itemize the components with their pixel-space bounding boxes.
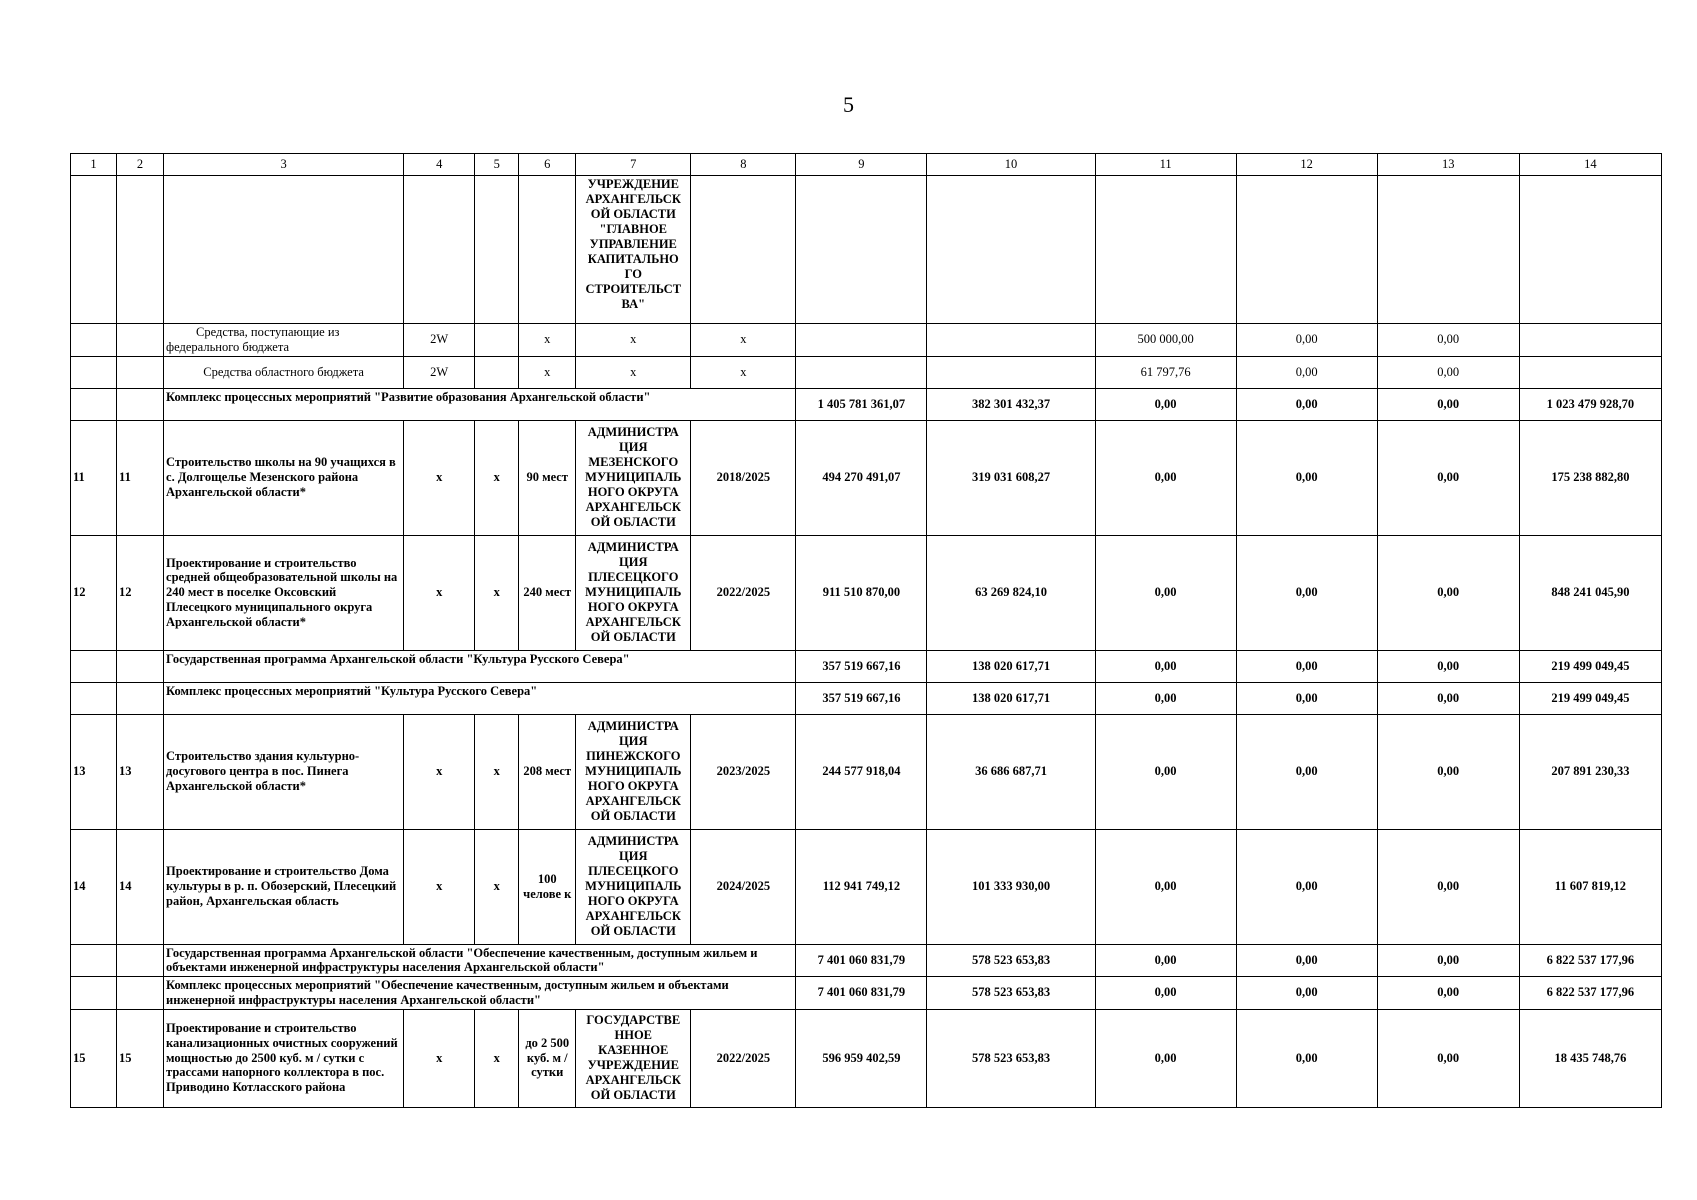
section-row — [71, 388, 1662, 420]
table-cell: x — [691, 356, 796, 388]
table-cell: 90 мест — [519, 420, 576, 535]
table-cell — [796, 324, 927, 357]
column-header: 1 — [71, 154, 117, 176]
table-cell: 6 822 537 177,96 — [1519, 977, 1661, 1010]
table-cell — [475, 176, 519, 324]
table-cell — [404, 176, 475, 324]
column-header: 12 — [1236, 154, 1377, 176]
table-cell: 207 891 230,33 — [1519, 714, 1661, 829]
table-cell — [796, 176, 927, 324]
table-cell — [1377, 176, 1519, 324]
column-header: 3 — [164, 154, 404, 176]
table-cell: 219 499 049,45 — [1519, 650, 1661, 682]
table-cell — [475, 324, 519, 357]
table-cell: 0,00 — [1377, 682, 1519, 714]
table-cell — [117, 388, 164, 420]
table-cell: 0,00 — [1377, 388, 1519, 420]
table-cell: 0,00 — [1095, 829, 1236, 944]
table-cell: 219 499 049,45 — [1519, 682, 1661, 714]
object-name-cell: Проектирование и строительство канализационных очистных сооружений мощностью до 2500 куб. м / сутки с трассами напорного коллектора в пос. Приводино Котласского района — [164, 1009, 404, 1107]
table-cell: 578 523 653,83 — [927, 944, 1095, 977]
column-header: 8 — [691, 154, 796, 176]
table-cell: 7 401 060 831,79 — [796, 944, 927, 977]
table-cell: 15 — [117, 1009, 164, 1107]
table-cell: 1 023 479 928,70 — [1519, 388, 1661, 420]
table-cell: 0,00 — [1377, 977, 1519, 1010]
executor-cell: АДМИНИСТРА ЦИЯ МЕЗЕНСКОГО МУНИЦИПАЛЬ НОГО ОКРУГА АРХАНГЕЛЬСК ОЙ ОБЛАСТИ — [576, 420, 691, 535]
column-header: 2 — [117, 154, 164, 176]
table-cell — [927, 356, 1095, 388]
executor-cell: АДМИНИСТРА ЦИЯ ПЛЕСЕЦКОГО МУНИЦИПАЛЬ НОГО ОКРУГА АРХАНГЕЛЬСК ОЙ ОБЛАСТИ — [576, 829, 691, 944]
table-cell: x — [576, 356, 691, 388]
table-cell — [691, 176, 796, 324]
table-cell: 100 челове к — [519, 829, 576, 944]
table-cell: 0,00 — [1377, 829, 1519, 944]
column-header: 4 — [404, 154, 475, 176]
table-cell — [117, 324, 164, 357]
table-cell: 578 523 653,83 — [927, 1009, 1095, 1107]
table-cell: 138 020 617,71 — [927, 650, 1095, 682]
table-cell — [117, 176, 164, 324]
table-cell: x — [475, 535, 519, 650]
column-header: 14 — [1519, 154, 1661, 176]
table-cell: 0,00 — [1236, 682, 1377, 714]
table-cell: 15 — [71, 1009, 117, 1107]
table-cell: 13 — [117, 714, 164, 829]
table-cell: 1 405 781 361,07 — [796, 388, 927, 420]
table-cell: 14 — [71, 829, 117, 944]
table-cell: 14 — [117, 829, 164, 944]
table-cell: x — [475, 829, 519, 944]
section-row — [71, 682, 1662, 714]
table-cell: 175 238 882,80 — [1519, 420, 1661, 535]
table-cell: 0,00 — [1095, 420, 1236, 535]
table-cell — [71, 388, 117, 420]
column-header: 5 — [475, 154, 519, 176]
table-cell — [1095, 176, 1236, 324]
table-cell: 7 401 060 831,79 — [796, 977, 927, 1010]
funding-source-cell: Средства, поступающие из федерального бюджета — [164, 324, 404, 357]
table-cell: 596 959 402,59 — [796, 1009, 927, 1107]
table-cell: 0,00 — [1236, 1009, 1377, 1107]
table-cell — [117, 682, 164, 714]
table-row — [71, 420, 1662, 535]
table-cell: 2018/2025 — [691, 420, 796, 535]
table-cell — [164, 176, 404, 324]
table-row — [71, 356, 1662, 388]
header-row — [71, 154, 1662, 176]
table-cell: x — [691, 324, 796, 357]
section-title: Комплекс процессных мероприятий "Развитие образования Архангельской области" — [164, 388, 796, 420]
table-cell: 13 — [71, 714, 117, 829]
column-header: 9 — [796, 154, 927, 176]
table-cell: 0,00 — [1377, 714, 1519, 829]
table-cell: 11 — [71, 420, 117, 535]
table-row — [71, 829, 1662, 944]
table-cell — [71, 356, 117, 388]
table-cell — [475, 356, 519, 388]
table-cell: 0,00 — [1095, 977, 1236, 1010]
table-cell: 11 — [117, 420, 164, 535]
table-cell — [927, 324, 1095, 357]
table-cell: 0,00 — [1095, 650, 1236, 682]
table-cell: 18 435 748,76 — [1519, 1009, 1661, 1107]
section-row — [71, 977, 1662, 1010]
object-name-cell: Проектирование и строительство средней общеобразовательной школы на 240 мест в поселке Оксовский Плесецкого муниципального округа Архангельской области* — [164, 535, 404, 650]
table-cell: 12 — [117, 535, 164, 650]
table-cell: 0,00 — [1236, 977, 1377, 1010]
table-cell: 578 523 653,83 — [927, 977, 1095, 1010]
executor-cell: ГОСУДАРСТВЕ ННОЕ КАЗЕННОЕ УЧРЕЖДЕНИЕ АРХАНГЕЛЬСК ОЙ ОБЛАСТИ — [576, 1009, 691, 1107]
table-cell — [71, 324, 117, 357]
table-cell: 36 686 687,71 — [927, 714, 1095, 829]
table-cell: 0,00 — [1095, 535, 1236, 650]
table-cell: 208 мест — [519, 714, 576, 829]
funding-source-cell: Средства областного бюджета — [164, 356, 404, 388]
table-cell — [117, 944, 164, 977]
executor-cell: АДМИНИСТРА ЦИЯ ПИНЕЖСКОГО МУНИЦИПАЛЬ НОГО ОКРУГА АРХАНГЕЛЬСК ОЙ ОБЛАСТИ — [576, 714, 691, 829]
table-cell — [1519, 356, 1661, 388]
table-cell: 0,00 — [1236, 650, 1377, 682]
table-cell — [71, 944, 117, 977]
table-cell: 0,00 — [1377, 420, 1519, 535]
table-cell — [117, 650, 164, 682]
table-cell: 382 301 432,37 — [927, 388, 1095, 420]
table-cell: до 2 500 куб. м / сутки — [519, 1009, 576, 1107]
table-cell: x — [404, 714, 475, 829]
table-cell: x — [475, 714, 519, 829]
table-cell: 2W — [404, 356, 475, 388]
table-cell: 357 519 667,16 — [796, 682, 927, 714]
column-header: 13 — [1377, 154, 1519, 176]
table-cell: 0,00 — [1095, 682, 1236, 714]
table-cell: 63 269 824,10 — [927, 535, 1095, 650]
table-cell: 61 797,76 — [1095, 356, 1236, 388]
table-cell: x — [519, 324, 576, 357]
table-cell: 0,00 — [1236, 324, 1377, 357]
table-cell: 244 577 918,04 — [796, 714, 927, 829]
column-header: 6 — [519, 154, 576, 176]
table-cell — [796, 356, 927, 388]
table-cell: 2024/2025 — [691, 829, 796, 944]
table-cell: 0,00 — [1236, 356, 1377, 388]
table-cell — [71, 176, 117, 324]
table-cell: 0,00 — [1377, 324, 1519, 357]
object-name-cell: Строительство школы на 90 учащихся в с. Долгощелье Мезенского района Архангельской области* — [164, 420, 404, 535]
table-cell: 112 941 749,12 — [796, 829, 927, 944]
section-row — [71, 944, 1662, 977]
table-cell: 0,00 — [1377, 535, 1519, 650]
page-number: 5 — [843, 92, 854, 117]
object-name-cell: Строительство здания культурно-досугового центра в пос. Пинега Архангельской области* — [164, 714, 404, 829]
column-header: 10 — [927, 154, 1095, 176]
table-cell: 0,00 — [1236, 829, 1377, 944]
section-title: Государственная программа Архангельской области "Обеспечение качественным, доступным жильем и объектами инженерной инфраструктуры населения Архангельской области" — [164, 944, 796, 977]
table-cell: 357 519 667,16 — [796, 650, 927, 682]
table-cell: 101 333 930,00 — [927, 829, 1095, 944]
table-cell — [71, 650, 117, 682]
table-cell — [71, 977, 117, 1010]
budget-table — [70, 153, 1662, 1108]
column-header: 11 — [1095, 154, 1236, 176]
table-cell — [1236, 176, 1377, 324]
table-cell: 12 — [71, 535, 117, 650]
table-cell: 0,00 — [1095, 388, 1236, 420]
table-cell: 319 031 608,27 — [927, 420, 1095, 535]
section-title: Комплекс процессных мероприятий "Культура Русского Севера" — [164, 682, 796, 714]
table-cell — [927, 176, 1095, 324]
table-cell: 240 мест — [519, 535, 576, 650]
table-cell: x — [404, 1009, 475, 1107]
table-cell: 2W — [404, 324, 475, 357]
table-cell: 2022/2025 — [691, 535, 796, 650]
section-row — [71, 650, 1662, 682]
table-row — [71, 176, 1662, 324]
executor-cell: АДМИНИСТРА ЦИЯ ПЛЕСЕЦКОГО МУНИЦИПАЛЬ НОГО ОКРУГА АРХАНГЕЛЬСК ОЙ ОБЛАСТИ — [576, 535, 691, 650]
table-row — [71, 535, 1662, 650]
table-cell: 0,00 — [1095, 714, 1236, 829]
table-row — [71, 324, 1662, 357]
table-cell: 911 510 870,00 — [796, 535, 927, 650]
table-cell: 138 020 617,71 — [927, 682, 1095, 714]
section-title: Государственная программа Архангельской области "Культура Русского Севера" — [164, 650, 796, 682]
section-title: Комплекс процессных мероприятий "Обеспечение качественным, доступным жильем и объектами инженерной инфраструктуры населения Архангельской области" — [164, 977, 796, 1010]
table-cell: 0,00 — [1377, 944, 1519, 977]
table-cell — [71, 682, 117, 714]
table-cell: 0,00 — [1377, 650, 1519, 682]
executor-cell: УЧРЕЖДЕНИЕ АРХАНГЕЛЬСК ОЙ ОБЛАСТИ "ГЛАВНОЕ УПРАВЛЕНИЕ КАПИТАЛЬНО ГО СТРОИТЕЛЬСТ ВА" — [576, 176, 691, 324]
table-cell: x — [475, 420, 519, 535]
table-cell: 2022/2025 — [691, 1009, 796, 1107]
table-cell: x — [404, 420, 475, 535]
table-cell: 0,00 — [1236, 420, 1377, 535]
table-cell: x — [576, 324, 691, 357]
table-cell: 11 607 819,12 — [1519, 829, 1661, 944]
table-cell: 500 000,00 — [1095, 324, 1236, 357]
table-cell: 0,00 — [1095, 944, 1236, 977]
table-cell: x — [404, 535, 475, 650]
table-row — [71, 714, 1662, 829]
column-header: 7 — [576, 154, 691, 176]
table-cell: 0,00 — [1095, 1009, 1236, 1107]
table-cell — [1519, 176, 1661, 324]
table-cell: 494 270 491,07 — [796, 420, 927, 535]
table-cell: 2023/2025 — [691, 714, 796, 829]
object-name-cell: Проектирование и строительство Дома культуры в р. п. Обозерский, Плесецкий район, Архангельская область — [164, 829, 404, 944]
table-cell — [1519, 324, 1661, 357]
table-cell: x — [519, 356, 576, 388]
table-cell — [519, 176, 576, 324]
table-cell: 6 822 537 177,96 — [1519, 944, 1661, 977]
table-cell: 0,00 — [1236, 944, 1377, 977]
table-cell: 0,00 — [1236, 388, 1377, 420]
table-cell: x — [475, 1009, 519, 1107]
table-cell: 848 241 045,90 — [1519, 535, 1661, 650]
table-cell: 0,00 — [1377, 356, 1519, 388]
table-cell: 0,00 — [1236, 714, 1377, 829]
table-cell: 0,00 — [1377, 1009, 1519, 1107]
table-cell: 0,00 — [1236, 535, 1377, 650]
table-cell: x — [404, 829, 475, 944]
table-cell — [117, 977, 164, 1010]
table-row — [71, 1009, 1662, 1107]
table-cell — [117, 356, 164, 388]
